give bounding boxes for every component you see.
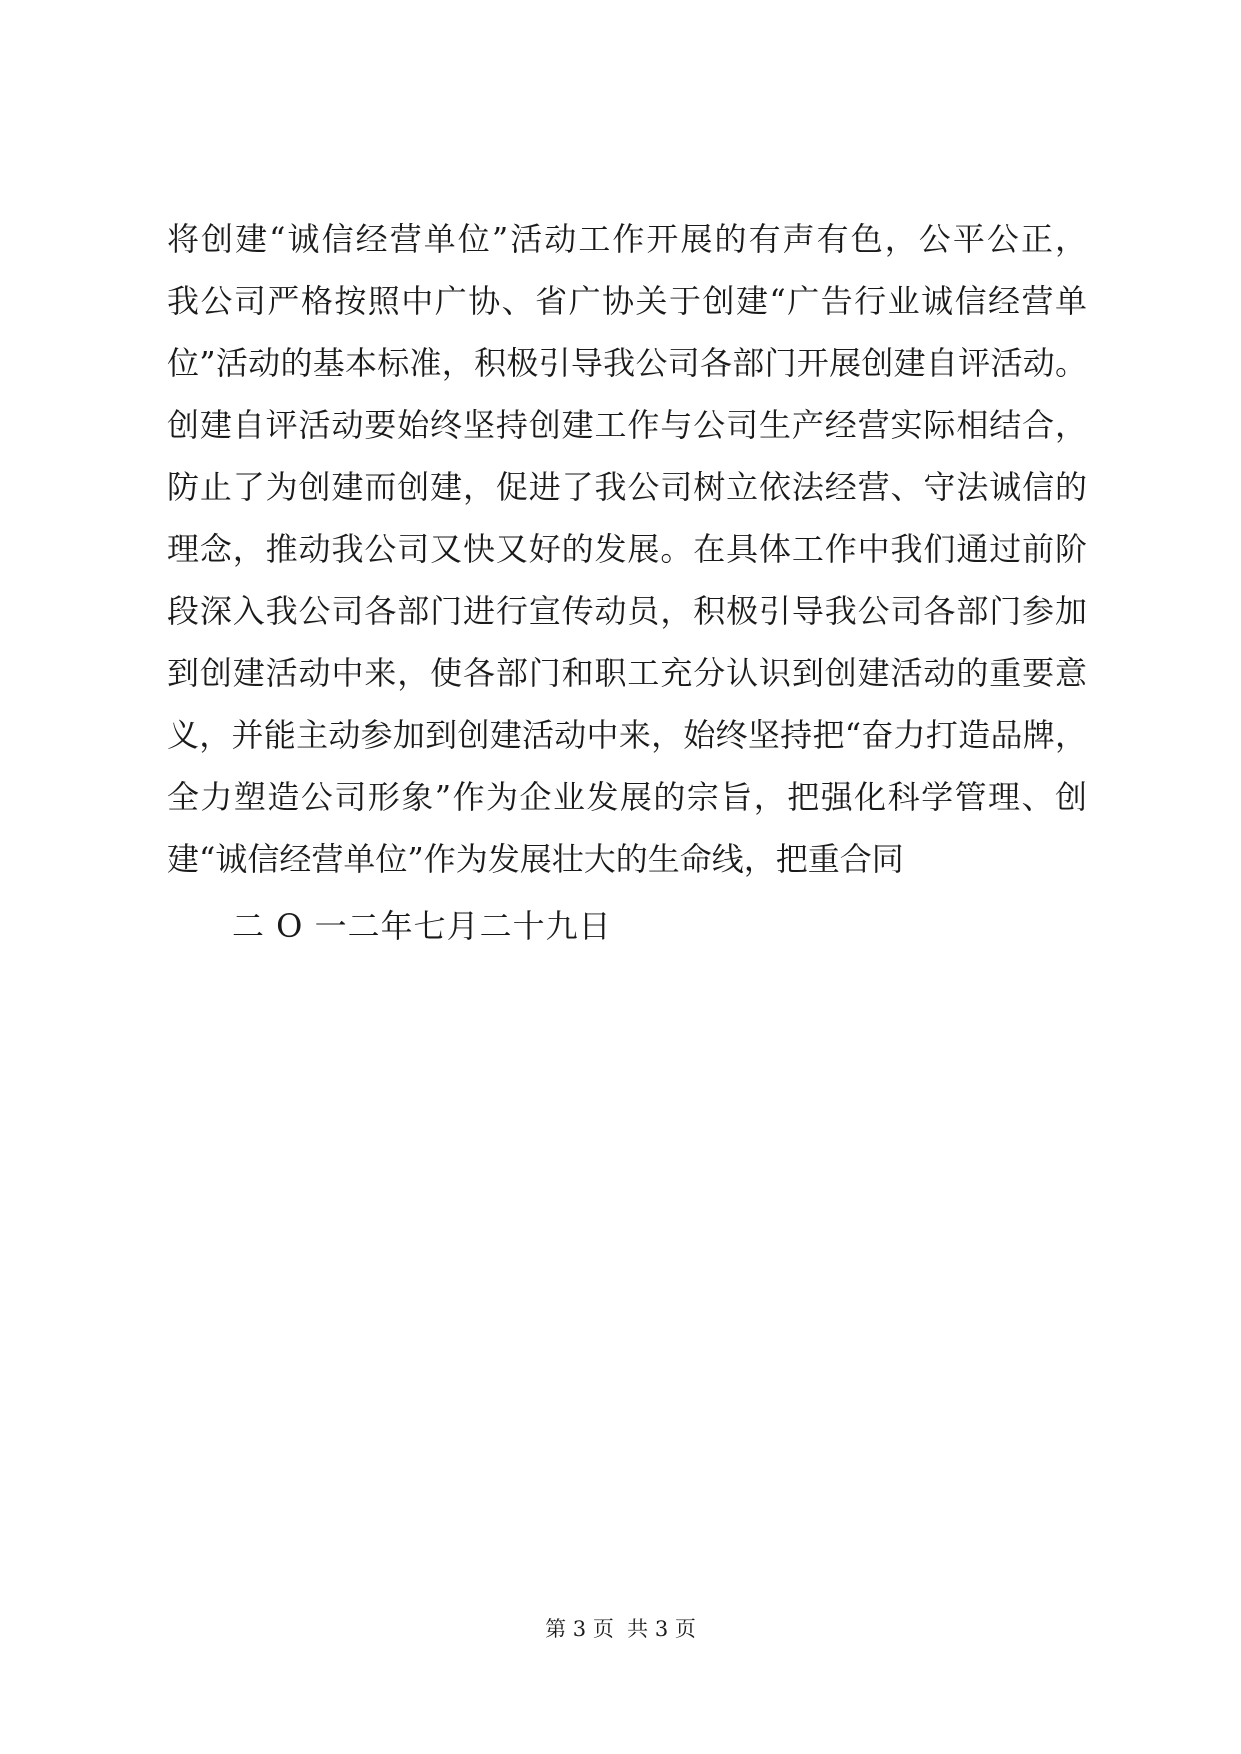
text-line: 到创建活动中来，使各部门和职工充分认识到创建活动的重要意 <box>167 654 1087 692</box>
page-number-footer: 第 3 页 共 3 页 <box>545 1617 696 1641</box>
text-line: 建“诚信经营单位”作为发展壮大的生命线，把重合同 <box>167 840 904 878</box>
text-line: 全力塑造公司形象”作为企业发展的宗旨，把强化科学管理、创 <box>167 778 1087 816</box>
body-paragraph <box>167 208 1087 890</box>
text-line: 理念，推动我公司又快又好的发展。在具体工作中我们通过前阶 <box>167 530 1087 568</box>
text-line: 段深入我公司各部门进行宣传动员，积极引导我公司各部门参加 <box>167 592 1087 630</box>
document-date: 二 O 一二年七月二十九日 <box>232 907 612 945</box>
text-line: 将创建“诚信经营单位”活动工作开展的有声有色，公平公正， <box>167 220 1087 258</box>
text-line: 防止了为创建而创建，促进了我公司树立依法经营、守法诚信的 <box>167 468 1087 506</box>
text-line: 我公司严格按照中广协、省广协关于创建“广告行业诚信经营单 <box>167 282 1087 320</box>
text-line: 创建自评活动要始终坚持创建工作与公司生产经营实际相结合， <box>167 406 1087 444</box>
text-line: 位”活动的基本标准，积极引导我公司各部门开展创建自评活动。 <box>167 344 1087 382</box>
text-line: 义，并能主动参加到创建活动中来，始终坚持把“奋力打造品牌， <box>167 716 1087 754</box>
